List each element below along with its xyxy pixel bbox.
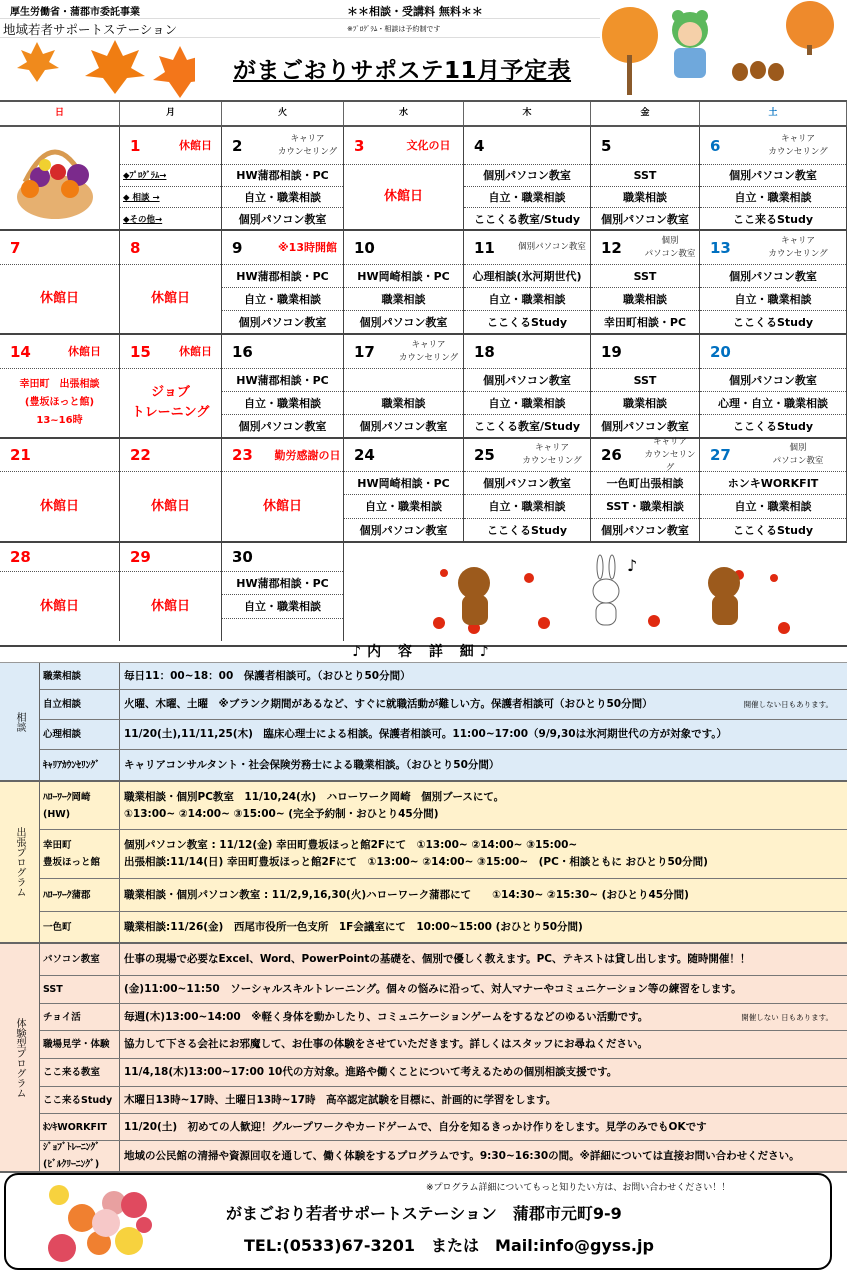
event-item: 個別パソコン教室 <box>238 316 327 329</box>
event-item: 個別パソコン教室 <box>700 369 846 392</box>
org-address: がまごおり若者サポートステーション 蒲郡市元町9-9 <box>226 1204 622 1223</box>
weekday-label: 土 <box>700 102 847 125</box>
event-item: 自立・職業相談 <box>222 187 343 209</box>
program-name: SST <box>40 976 120 1003</box>
day-note: キャリア カウンセリング <box>398 339 459 363</box>
day-header <box>0 543 119 572</box>
detail-row <box>40 1141 847 1171</box>
day-number: 14 <box>10 342 31 361</box>
day-number: 19 <box>601 342 622 361</box>
details-section <box>0 641 847 1173</box>
day-header <box>222 439 343 472</box>
program-description: キャリアコンサルタント・社会保険労務士による職業相談。（おひとり50分間） <box>124 758 500 771</box>
program-name: 一色町 <box>40 912 120 942</box>
day-number: 6 <box>710 136 721 155</box>
event-item: 個別パソコン教室 <box>464 165 590 187</box>
event-item: ここくるStudy <box>732 523 814 537</box>
closed-notice: 休館日 <box>39 291 79 306</box>
day-note: キャリア カウンセリング <box>644 436 696 473</box>
event-item: ここくるStudy <box>486 316 568 329</box>
day-cell <box>120 127 222 229</box>
day-header <box>120 127 221 165</box>
day-header <box>700 439 846 472</box>
event-item: 個別パソコン教室 <box>700 165 846 187</box>
event-item: 自立・職業相談 <box>222 392 343 415</box>
day-cell <box>344 439 464 541</box>
day-cell <box>700 127 847 229</box>
event-item: 自立・職業相談 <box>700 495 846 518</box>
program-description: 火曜、木曜、土曜 ※ブランク期間があるなど、すぐに就職活動が難しい方。保護者相談可（おひとり50分間） 開催しない日もあります。 <box>120 690 847 719</box>
event-item: 自立・職業相談 <box>222 595 343 618</box>
weekday-label: 日 <box>0 102 120 125</box>
detail-row <box>40 690 847 720</box>
detail-row <box>40 1059 847 1087</box>
day-note: キャリア カウンセリング <box>768 133 828 157</box>
day-number: 8 <box>130 238 141 257</box>
day-note: キャリア カウンセリング <box>522 443 582 466</box>
program-description: 11/4,18(木)13:00~17:00 10代の方対象。進路や働くことについて考えるための個別相談支援です。 <box>124 1066 618 1078</box>
event-item: HW蒲郡相談・PC <box>222 572 343 595</box>
event-item: HW蒲郡相談・PC <box>222 265 343 288</box>
day-note: 休館日 <box>68 345 101 358</box>
day-cell <box>591 335 700 437</box>
footer-contact-box <box>4 1173 832 1270</box>
detail-group <box>0 944 847 1173</box>
program-name: 幸田町 豊坂ほっと館 <box>40 830 120 878</box>
event-item: SST <box>591 165 699 187</box>
program-description: 職業相談・個別PC教室 11/10,24(水) ハローワーク岡崎 個別ブースにて。 ①13:00~ ②14:00~ ③15:00~ (完全予約制・おひとり45分間) <box>124 790 505 820</box>
day-number: 30 <box>232 548 253 566</box>
page-title: がまごおりサポステ11月予定表 <box>233 58 572 84</box>
event-item: SST <box>591 265 699 288</box>
weekday-label: 金 <box>591 102 700 125</box>
day-note: 休館日 <box>179 345 212 358</box>
detail-group <box>0 782 847 944</box>
day-header <box>344 439 463 472</box>
day-cell <box>591 436 700 541</box>
details-title: ♪内 容 詳 細♪ <box>0 641 847 663</box>
day-number: 3 <box>354 136 365 155</box>
detail-row <box>40 663 847 690</box>
day-note: キャリア カウンセリング <box>277 133 338 157</box>
program-name: ここ来る教室 <box>40 1059 120 1086</box>
day-cell <box>222 127 344 229</box>
weekday-label: 火 <box>222 102 344 125</box>
program-name: ここ来るStudy <box>40 1087 120 1113</box>
event-item: 職業相談 <box>344 392 463 415</box>
day-header <box>700 335 846 369</box>
event-item: 職業相談 <box>344 288 463 311</box>
event-item: 幸田町相談・PC <box>603 316 687 329</box>
program-description: 11/20(土) 初めての人歓迎！グループワークやカードゲームで、自分を知るきっかけ作りをします。見学のみでもOKです <box>124 1120 707 1133</box>
closed-notice: 休館日 <box>150 598 190 614</box>
day-cell <box>120 439 222 541</box>
svg-text:♪: ♪ <box>627 556 638 575</box>
program-name: ｼﾞｮﾌﾞﾄﾚｰﾆﾝｸﾞ (ﾋﾞﾙｸﾘｰﾆﾝｸﾞ) <box>40 1141 120 1171</box>
event-item: ホンキWORKFIT <box>700 472 846 495</box>
day-header <box>344 231 463 265</box>
event-item: 心理相談(氷河期世代) <box>464 265 590 288</box>
day-cell <box>591 231 700 333</box>
commission-text: 厚生労働省・蒲郡市委託事業 <box>10 7 140 18</box>
program-name: ﾎﾝｷWORKFIT <box>40 1114 120 1140</box>
day-header <box>591 436 699 473</box>
program-description: 職業相談・個別パソコン教室 : 11/2,9,16,30(火)ハローワーク蒲郡にて ①14:30~ ②15:30~ (おひとり45分間) <box>124 888 689 901</box>
day-number: 4 <box>474 136 485 155</box>
detail-row <box>40 1031 847 1059</box>
day-number: 15 <box>130 342 151 361</box>
event-item: 自立・職業相談 <box>222 288 343 311</box>
program-description: 木曜日13時~17時、土曜日13時~17時 高卒認定試験を目標に、計画的に学習をします。 <box>124 1093 557 1106</box>
day-cell <box>344 231 464 333</box>
program-description: 毎週(木)13:00~14:00 ※軽く身体を動かしたり、コミュニケーションゲームをするなどのゆるい活動です。 開催しない 日もあります。 <box>120 1004 847 1030</box>
day-note: 個別パソコン教室 <box>518 242 586 252</box>
event-item: 自立・職業相談 <box>464 288 590 311</box>
day-number: 20 <box>710 342 731 361</box>
program-description: 協力して下さる会社にお邪魔して、お仕事の体験をさせていただきます。詳しくはスタッフにお尋ねください。 <box>124 1038 648 1050</box>
event-item: HW岡崎相談・PC <box>344 472 463 495</box>
event-item: 一色町出張相談 <box>591 472 699 495</box>
event-item <box>344 369 463 392</box>
category-link[interactable]: ◆その他→ <box>123 214 163 225</box>
day-note: 個別 パソコン教室 <box>772 443 824 466</box>
flowers-illustration <box>44 1183 154 1268</box>
program-name: パソコン教室 <box>40 944 120 975</box>
org-name: 地域若者サポートステーション <box>3 22 178 37</box>
event-item: 職業相談 <box>591 288 699 311</box>
day-number: 18 <box>474 342 495 361</box>
event-item: ここくる教室/Study <box>473 420 581 433</box>
weekday-label: 木 <box>464 102 591 125</box>
detail-row <box>40 976 847 1004</box>
day-number: 7 <box>10 238 21 257</box>
program-description: 11/20(土),11/11,25(木) 臨床心理士による相談。保護者相談可。11:00~17:00（9/9,30は氷河期世代の方が対象です。） <box>124 728 728 740</box>
calendar-week <box>0 127 847 231</box>
calendar-week <box>0 543 847 647</box>
event-item: 個別パソコン教室 <box>601 420 689 433</box>
program-name: ｷｬﾘｱｶｳﾝｾﾘﾝｸﾞ <box>40 750 120 780</box>
day-cell <box>0 127 120 229</box>
event-item: ここくるStudy <box>486 523 568 537</box>
event-item: 個別パソコン教室 <box>359 316 448 329</box>
group-rows <box>40 663 847 780</box>
autumn-trees-frog-illustration <box>600 0 847 98</box>
calendar-week <box>0 335 847 439</box>
day-number: 12 <box>601 238 622 257</box>
footer-note: ※プログラム詳細についてもっと知りたい方は、お問い合わせください！！ <box>426 1183 731 1193</box>
event-item: ここくるStudy <box>732 316 814 329</box>
day-cell <box>222 543 344 641</box>
day-header <box>700 231 846 265</box>
day-cell <box>222 335 344 437</box>
day-number: 1 <box>130 136 141 155</box>
divider <box>0 18 600 19</box>
day-header <box>120 335 221 369</box>
day-header <box>0 439 119 472</box>
group-label: 体験型プログラム <box>0 944 40 1171</box>
day-number: 24 <box>354 446 375 464</box>
group-label: 出張プログラム <box>0 782 40 942</box>
detail-row <box>40 1114 847 1141</box>
day-header <box>222 127 343 165</box>
day-cell <box>700 231 847 333</box>
event-item: 個別パソコン教室 <box>238 420 327 433</box>
day-number: 23 <box>232 446 253 464</box>
day-number: 17 <box>354 342 375 361</box>
event-item: ここ来るStudy <box>732 212 814 226</box>
closed-notice: 幸田町 出張相談 (豊坂ほっと館) 13~16時 <box>19 379 100 426</box>
closed-notice: 休館日 <box>150 291 190 306</box>
day-number: 10 <box>354 238 375 257</box>
day-header <box>464 439 590 472</box>
day-cell <box>0 335 120 437</box>
maple-leaf-icon <box>15 38 195 98</box>
program-name: ﾊﾛｰﾜｰｸ岡崎 (HW) <box>40 782 120 829</box>
day-header <box>0 335 119 369</box>
event-item: 職業相談 <box>591 392 699 415</box>
detail-row <box>40 1087 847 1114</box>
group-rows <box>40 782 847 942</box>
group-label: 相談 <box>0 663 40 780</box>
event-item: ここくるStudy <box>732 420 814 433</box>
group-rows <box>40 944 847 1171</box>
detail-row <box>40 879 847 912</box>
category-link[interactable]: ◆ﾌﾟﾛｸﾞﾗﾑ→ <box>120 165 221 187</box>
event-item: 個別パソコン教室 <box>700 265 846 288</box>
day-number: 28 <box>10 548 31 566</box>
detail-row <box>40 782 847 830</box>
event-item: 自立・職業相談 <box>700 187 846 209</box>
event-item: 自立・職業相談 <box>700 288 846 311</box>
program-name: 職場見学・体験 <box>40 1031 120 1058</box>
closed-notice: 休館日 <box>150 498 190 514</box>
day-cell <box>700 439 847 541</box>
program-name: 職業相談 <box>40 663 120 689</box>
weekday-label: 水 <box>344 102 464 125</box>
event-item: SST <box>591 369 699 392</box>
day-cell <box>0 231 120 333</box>
day-note: 文化の日 <box>406 139 451 152</box>
day-note: 休館日 <box>179 139 212 152</box>
day-number: 5 <box>601 136 612 155</box>
event-item: SST・職業相談 <box>591 495 699 518</box>
detail-row <box>40 830 847 879</box>
day-note: ※13時開館 <box>277 241 337 254</box>
closed-notice: 休館日 <box>39 498 79 514</box>
contact-info[interactable]: TEL:(0533)67-3201 または Mail:info@gyss.jp <box>244 1236 654 1255</box>
page-header <box>0 0 847 100</box>
day-number: 9 <box>232 238 243 257</box>
day-header <box>120 231 221 265</box>
calendar-week <box>0 436 847 543</box>
program-name: 自立相談 <box>40 690 120 719</box>
day-number: 2 <box>232 136 243 155</box>
program-note: 開催しない日もあります。 <box>743 700 833 709</box>
day-header <box>591 231 699 265</box>
fruit-basket-icon <box>0 127 119 229</box>
closed-notice: ジョブ トレーニング <box>131 385 210 420</box>
day-cell <box>464 127 591 229</box>
day-header <box>222 335 343 369</box>
event-item: 個別パソコン教室 <box>238 212 327 226</box>
calendar <box>0 100 847 647</box>
event-item: 自立・職業相談 <box>344 495 463 518</box>
program-description: 地域の公民館の清掃や資源回収を通して、働く体験をするプログラムです。9:30~16:30の間。※詳細については直接お問い合わせください。 <box>124 1149 800 1162</box>
event-item <box>222 619 343 641</box>
closed-notice: 休館日 <box>39 598 79 614</box>
day-cell <box>344 127 464 229</box>
day-header <box>591 335 699 369</box>
detail-row <box>40 912 847 942</box>
day-note: 個別 パソコン教室 <box>644 235 696 259</box>
day-header <box>591 127 699 165</box>
day-number: 22 <box>130 446 151 464</box>
event-item: 個別パソコン教室 <box>359 420 448 433</box>
day-number: 26 <box>601 446 622 464</box>
day-header <box>120 439 221 472</box>
program-name: ﾊﾛｰﾜｰｸ蒲郡 <box>40 879 120 911</box>
day-cell <box>222 231 344 333</box>
reservation-notice: ※ﾌﾟﾛｸﾞﾗﾑ・相談は予約制です <box>347 25 441 33</box>
day-number: 29 <box>130 548 151 566</box>
day-header <box>344 335 463 369</box>
day-cell <box>222 439 344 541</box>
detail-group <box>0 663 847 782</box>
program-description: 個別パソコン教室 : 11/12(金) 幸田町豊坂ほっと館2Fにて ①13:00~ ②14:00~ ③15:00~ 出張相談:11/14(日) 幸田町豊坂ほっと館2Fにて ①13:00~ ②14:00~ ③15:00~ (PC・相談ともに おひとり50分間) <box>124 839 708 868</box>
day-header <box>464 335 590 369</box>
detail-row <box>40 750 847 780</box>
detail-row <box>40 720 847 750</box>
event-item: 心理・自立・職業相談 <box>700 392 846 415</box>
day-header <box>222 543 343 572</box>
event-item: 職業相談 <box>591 187 699 209</box>
program-description: 職業相談:11/26(金) 西尾市役所一色支所 1F会議室にて 10:00~15:00 (おひとり50分間) <box>124 920 583 933</box>
day-cell <box>120 543 222 641</box>
weekday-label: 月 <box>120 102 222 125</box>
day-cell <box>120 335 222 437</box>
day-number: 16 <box>232 342 253 361</box>
program-name: 心理相談 <box>40 720 120 749</box>
day-note: キャリア カウンセリング <box>768 235 828 259</box>
day-cell <box>0 543 120 641</box>
event-item: 個別パソコン教室 <box>601 212 689 226</box>
event-item: 個別パソコン教室 <box>601 523 689 537</box>
closed-notice: 休館日 <box>383 189 423 204</box>
event-item: 個別パソコン教室 <box>464 369 590 392</box>
day-cell <box>344 335 464 437</box>
event-item: 自立・職業相談 <box>464 495 590 518</box>
day-number: 13 <box>710 238 731 257</box>
day-number: 21 <box>10 446 31 464</box>
day-header <box>0 231 119 265</box>
day-cell <box>464 335 591 437</box>
day-cell <box>120 231 222 333</box>
program-description: (金)11:00~11:50 ソーシャルスキルトレーニング。個々の悩みに沿って、対人マナーやコミュニケーション等の練習をします。 <box>124 983 742 995</box>
event-item: HW岡崎相談・PC <box>344 265 463 288</box>
day-header <box>700 127 846 165</box>
day-header <box>464 127 590 165</box>
detail-row <box>40 1004 847 1031</box>
event-item: 自立・職業相談 <box>464 392 590 415</box>
day-cell <box>591 127 700 229</box>
detail-row <box>40 944 847 976</box>
day-cell <box>464 231 591 333</box>
day-number: 25 <box>474 446 495 464</box>
program-note: 開催しない 日もあります。 <box>741 1012 833 1022</box>
day-header <box>120 543 221 572</box>
day-cell <box>464 439 591 541</box>
day-header <box>222 231 343 265</box>
event-item: 個別パソコン教室 <box>359 523 448 537</box>
day-number: 27 <box>710 446 731 464</box>
event-item: 個別パソコン教室 <box>464 472 590 495</box>
autumn-bears-rabbit-illustration <box>344 543 847 645</box>
program-name: チョイ活 <box>40 1004 120 1030</box>
event-item: HW蒲郡相談・PC <box>222 165 343 187</box>
program-description: 毎日11：00~18：00 保護者相談可。（おひとり50分間） <box>124 669 411 682</box>
event-item: HW蒲郡相談・PC <box>222 369 343 392</box>
calendar-week <box>0 231 847 335</box>
day-cell <box>0 439 120 541</box>
day-header <box>344 127 463 165</box>
event-item: ここくる教室/Study <box>473 212 581 226</box>
event-item: 自立・職業相談 <box>464 187 590 209</box>
day-header <box>464 231 590 265</box>
free-notice: ＊＊相談・受講料 無料＊＊ <box>347 5 483 18</box>
closed-notice: 休館日 <box>262 498 302 514</box>
day-cell <box>700 335 847 437</box>
weekday-header <box>0 102 847 127</box>
category-link[interactable]: ◆ 相談 → <box>120 187 221 209</box>
program-description: 仕事の現場で必要なExcel、Word、PowerPointの基礎を、個別で優しく教えます。PC、テキストは貸し出します。随時開催！！ <box>124 953 751 965</box>
day-number: 11 <box>474 238 495 257</box>
day-note: 勤労感謝の日 <box>274 448 341 462</box>
